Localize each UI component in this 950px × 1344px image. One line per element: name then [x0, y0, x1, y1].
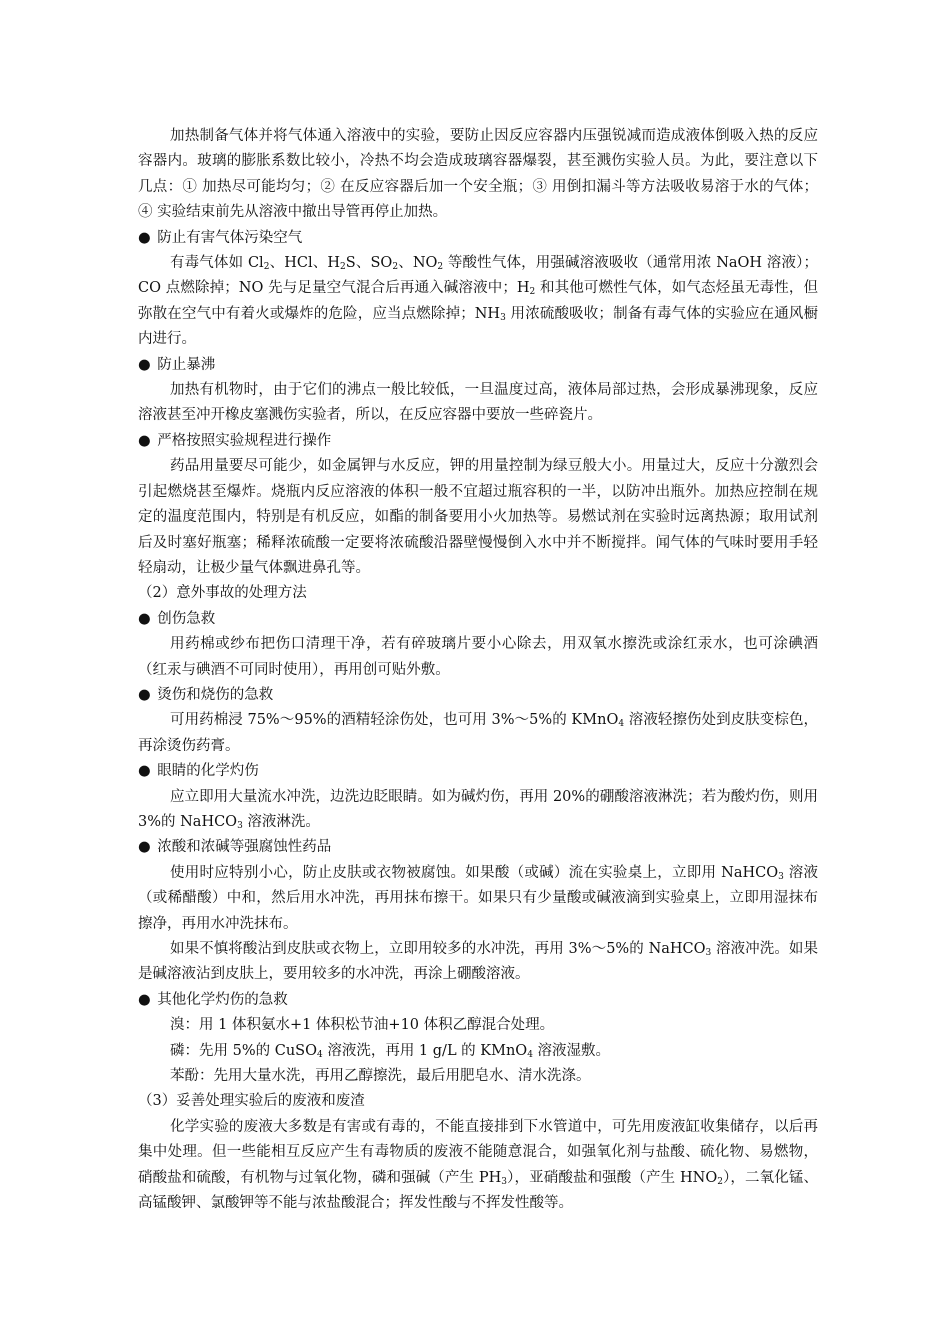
- body-paragraph: 如果不慎将酸沾到皮肤或衣物上，立即用较多的水冲洗，再用 3%～5%的 NaHCO$_3$ 溶液冲洗。如果是碱溶液沾到皮肤上，要用较多的水冲洗，再涂上硼酸溶液。: [138, 941, 818, 983]
- bullet-icon: ●: [138, 991, 156, 1008]
- section-heading-text: 眼睛的化学灼伤: [157, 763, 259, 780]
- bullet-icon: ●: [138, 229, 156, 246]
- section-heading-text: 浓酸和浓碱等强腐蚀性药品: [157, 839, 332, 856]
- section-heading: [138, 581, 818, 606]
- bullet-icon: ●: [138, 432, 156, 449]
- body-paragraph: 磷：先用 5%的 CuSO$_4$ 溶液洗，再用 1 g/L 的 KMnO$_4$ 溶液湿敷。: [170, 1042, 611, 1060]
- section-heading: [138, 683, 818, 708]
- bullet-icon: ●: [138, 763, 156, 780]
- body-paragraph: 加热有机物时，由于它们的沸点一般比较低，一旦温度过高，液体局部过热，会形成暴沸现象，反应溶液甚至冲开橡皮塞溅伤实验者，所以，在反应容器中要放一些碎瓷片。: [138, 382, 818, 424]
- section-heading: [138, 759, 818, 784]
- body-paragraph: 溴：用 1 体积氨水+1 体积松节油+10 体积乙醇混合处理。: [170, 1017, 555, 1034]
- bullet-icon: ●: [138, 610, 156, 627]
- section-heading: [138, 835, 818, 860]
- body-paragraph: 用药棉或纱布把伤口清理干净，若有碎玻璃片要小心除去，用双氧水擦洗或涂红汞水，也可涂碘酒（红汞与碘酒不可同时使用），再用创可贴外敷。: [138, 636, 818, 678]
- section-heading-text: 其他化学灼伤的急救: [157, 991, 288, 1008]
- body-paragraph: 苯酚：先用大量水洗，再用乙醇擦洗，最后用肥皂水、清水洗涤。: [170, 1068, 591, 1085]
- bullet-icon: ●: [138, 686, 156, 703]
- body-paragraph: 应立即用大量流水冲洗，边洗边眨眼睛。如为碱灼伤，再用 20%的硼酸溶液淋洗；若为酸灼伤，则用 3%的 NaHCO$_3$ 溶液淋洗。: [138, 788, 818, 831]
- body-paragraph: 可用药棉浸 75%～95%的酒精轻涂伤处，也可用 3%～5%的 KMnO$_4$ 溶液轻擦伤处到皮肤变棕色，再涂烫伤药膏。: [138, 712, 819, 754]
- section-heading: [138, 988, 818, 1013]
- section-heading-text: 严格按照实验规程进行操作: [157, 432, 332, 449]
- section-heading-text: （2）意外事故的处理方法: [138, 585, 307, 602]
- section-heading: [138, 607, 818, 632]
- section-heading-text: 防止暴沸: [157, 356, 216, 373]
- body-paragraph: 使用时应特别小心，防止皮肤或衣物被腐蚀。如果酸（或碱）流在实验桌上，立即用 NaHCO$_3$ 溶液（或稀醋酸）中和，然后用水冲洗，再用抹布擦干。如果只有少量酸或碱液滴到实验桌上，立即用湿抹布擦净，再用水冲洗抹布。: [138, 864, 818, 932]
- section-heading: [138, 429, 818, 454]
- body-paragraph: 加热制备气体并将气体通入溶液中的实验，要防止因反应容器内压强锐减而造成液体倒吸入热的反应容器内。玻璃的膨胀系数比较小，冷热不均会造成玻璃容器爆裂，甚至溅伤实验人员。为此，要注意以下几点：① 加热尽可能均匀；② 在反应容器后加一个安全瓶；③ 用倒扣漏斗等方法吸收易溶于水的气体；④ 实验结束前先从溶液中撤出导管再停止加热。: [138, 128, 818, 221]
- section-heading-text: 防止有害气体污染空气: [157, 229, 303, 246]
- body-paragraph: 药品用量要尽可能少，如金属钾与水反应，钾的用量控制为绿豆般大小。用量过大，反应十分激烈会引起燃烧甚至爆炸。烧瓶内反应溶液的体积一般不宜超过瓶容积的一半，以防冲出瓶外。加热应控制在规定的温度范围内，特别是有机反应，如酯的制备要用小火加热等。易燃试剂在实验时远离热源；取用试剂后及时塞好瓶塞；稀释浓硫酸一定要将浓硫酸沿器壁慢慢倒入水中并不断搅拌。闻气体的气味时要用手轻轻扇动，让极少量气体飘进鼻孔等。: [138, 458, 818, 576]
- bullet-icon: ●: [138, 356, 156, 373]
- document-page: [138, 124, 818, 1216]
- section-heading-text: 烫伤和烧伤的急救: [157, 686, 274, 703]
- section-heading: [138, 1089, 818, 1114]
- bullet-icon: ●: [138, 839, 156, 856]
- section-heading: [138, 226, 818, 251]
- section-heading-text: 创伤急救: [157, 610, 216, 627]
- section-heading-text: （3）妥善处理实验后的废液和废渣: [138, 1093, 365, 1110]
- body-paragraph: 有毒气体如 $Cl_2$、HCl、$H_2S$、$SO_2$、$NO_2$ 等酸性气体，用强碱溶液吸收（通常用浓 NaOH 溶液）；CO 点燃除掉；NO 先与足量空气混合后再通入碱溶液中；$H_2$ 和其他可燃性气体，如气态烃虽无毒性，但弥散在空气中有着火或爆炸的危险，应当点燃除掉；$NH_3$ 用浓硫酸吸收；制备有毒气体的实验应在通风橱内进行。: [138, 255, 818, 348]
- section-heading: [138, 353, 818, 378]
- body-paragraph: 化学实验的废液大多数是有害或有毒的，不能直接排到下水管道中，可先用废液缸收集储存，以后再集中处理。但一些能相互反应产生有毒物质的废液不能随意混合，如强氧化剂与盐酸、硫化物、易燃物，硝酸盐和硫酸，有机物与过氧化物，磷和强碱（产生 $PH_3$），亚硝酸盐和强酸（产生 $HNO_2$），二氧化锰、高锰酸钾、氯酸钾等不能与浓盐酸混合；挥发性酸与不挥发性酸等。: [138, 1118, 819, 1212]
